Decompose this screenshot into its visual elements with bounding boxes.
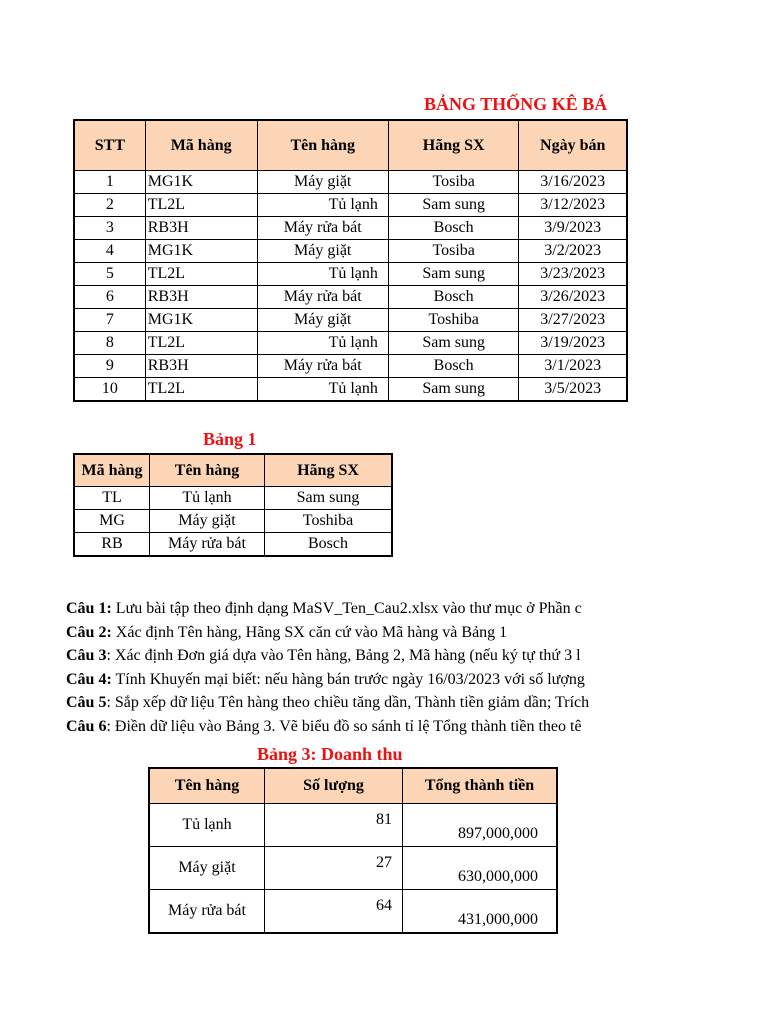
cell-ngay-ban: 3/9/2023 [519,217,627,240]
cell-ngay-ban: 3/27/2023 [519,309,627,332]
bang3-header [149,768,557,804]
table-row [74,378,627,402]
cell-stt: 6 [74,286,145,309]
cell-ngay-ban: 3/5/2023 [519,378,627,402]
bang1-title: Bảng 1 [203,429,257,449]
cell-ngay-ban: 3/26/2023 [519,286,627,309]
cell-so-luong: 81 [265,804,403,847]
bang1-header-hang-sx: Hãng SX [265,454,393,487]
cell-ten-hang: Tủ lạnh [150,487,265,510]
question-text: Xác định Tên hàng, Hãng SX căn cứ vào Mã hàng và Bảng 1 [111,623,508,641]
cell-ten-hang: Tủ lạnh [257,332,388,355]
cell-ten-hang: Máy rửa bát [149,890,265,934]
cell-ma-hang: RB3H [145,355,257,378]
cell-ma-hang: RB3H [145,217,257,240]
cell-ten-hang: Tủ lạnh [149,804,265,847]
cell-hang-sx: Sam sung [265,487,393,510]
cell-stt: 1 [74,171,145,194]
cell-ten-hang: Máy rửa bát [257,355,388,378]
cell-ngay-ban: 3/16/2023 [519,171,627,194]
cell-hang-sx: Bosch [265,533,393,557]
bang1-header [74,454,392,487]
header-ngay-ban: Ngày bán [519,120,627,171]
cell-ma-hang: MG1K [145,309,257,332]
cell-tong-thanh-tien: 897,000,000 [403,804,558,847]
question-line [66,671,585,689]
cell-ngay-ban: 3/12/2023 [519,194,627,217]
cell-ngay-ban: 3/19/2023 [519,332,627,355]
table-row [74,286,627,309]
question-label: Câu 6 [66,717,107,735]
question-label: Câu 5 [66,694,107,711]
cell-ma-hang: MG1K [145,240,257,263]
table-row [74,217,627,240]
bang3-table [148,767,558,934]
cell-ma-hang: MG [74,510,150,533]
sales-table [73,119,628,402]
bang3-header-so-luong: Số lượng [265,768,403,804]
table-row [74,533,392,557]
bang1-header-ten-hang: Tên hàng [150,454,265,487]
page-title: BẢNG THỐNG KÊ BÁ [424,94,608,114]
header-hang-sx: Hãng SX [388,120,519,171]
cell-ma-hang: MG1K [145,171,257,194]
header-ma-hang: Mã hàng [145,120,257,171]
table-row [74,332,627,355]
table-row [74,240,627,263]
table-row [74,263,627,286]
cell-ngay-ban: 3/23/2023 [519,263,627,286]
cell-ma-hang: TL2L [145,194,257,217]
header-ten-hang: Tên hàng [257,120,388,171]
cell-hang-sx: Sam sung [388,378,519,402]
cell-stt: 9 [74,355,145,378]
question-text: : Sắp xếp dữ liệu Tên hàng theo chiều tăng dần, Thành tiền giảm dần; Trích [106,694,590,711]
cell-hang-sx: Tosiba [388,240,519,263]
sales-table-header [74,120,627,171]
question-text: : Điền dữ liệu vào Bảng 3. Vẽ biểu đồ so sánh tỉ lệ Tổng thành tiền theo tê [106,717,582,735]
question-label: Câu 3 [66,647,107,664]
question-text: Tính Khuyến mại biết: nếu hàng bán trước ngày 16/03/2023 với số lượng [111,670,585,688]
cell-hang-sx: Sam sung [388,263,519,286]
cell-so-luong: 27 [265,847,403,890]
cell-ten-hang: Máy giặt [257,240,388,263]
question-text: : Xác định Đơn giá dựa vào Tên hàng, Bảng 2, Mã hàng (nếu ký tự thứ 3 l [106,647,581,664]
table-row [149,804,557,847]
question-line [66,718,582,736]
cell-ma-hang: TL2L [145,263,257,286]
question-line [66,624,507,642]
cell-ten-hang: Máy giặt [257,309,388,332]
bang1-table [73,453,393,557]
cell-hang-sx: Bosch [388,355,519,378]
cell-ten-hang: Tủ lạnh [257,378,388,402]
table-row [74,355,627,378]
table-row [74,171,627,194]
cell-stt: 5 [74,263,145,286]
cell-hang-sx: Sam sung [388,194,519,217]
cell-ten-hang: Máy giặt [149,847,265,890]
question-text: Lưu bài tập theo định dạng MaSV_Ten_Cau2.xlsx vào thư mục ở Phần c [111,600,582,617]
cell-ma-hang: RB [74,533,150,557]
cell-hang-sx: Toshiba [265,510,393,533]
question-line [66,694,589,712]
table-row [74,487,392,510]
cell-ngay-ban: 3/1/2023 [519,355,627,378]
cell-stt: 8 [74,332,145,355]
cell-hang-sx: Tosiba [388,171,519,194]
cell-ten-hang: Máy rửa bát [257,286,388,309]
cell-ten-hang: Máy giặt [257,171,388,194]
cell-stt: 2 [74,194,145,217]
cell-ten-hang: Tủ lạnh [257,194,388,217]
table-row [74,510,392,533]
question-label: Câu 1: [66,600,112,617]
cell-hang-sx: Toshiba [388,309,519,332]
cell-stt: 3 [74,217,145,240]
bang1-header-ma-hang: Mã hàng [74,454,150,487]
cell-stt: 7 [74,309,145,332]
cell-stt: 4 [74,240,145,263]
cell-hang-sx: Bosch [388,217,519,240]
table-row [74,309,627,332]
question-label: Câu 4: [66,670,112,688]
cell-hang-sx: Bosch [388,286,519,309]
cell-ma-hang: TL [74,487,150,510]
table-row [74,194,627,217]
cell-ma-hang: RB3H [145,286,257,309]
cell-tong-thanh-tien: 431,000,000 [403,890,558,934]
cell-ten-hang: Máy giặt [150,510,265,533]
question-line [66,600,582,618]
question-label: Câu 2: [66,623,112,641]
cell-ma-hang: TL2L [145,332,257,355]
table-row [149,890,557,934]
cell-ten-hang: Máy rửa bát [150,533,265,557]
cell-tong-thanh-tien: 630,000,000 [403,847,558,890]
cell-ten-hang: Máy rửa bát [257,217,388,240]
question-line [66,647,581,665]
table-row [149,847,557,890]
header-stt: STT [74,120,145,171]
cell-ma-hang: TL2L [145,378,257,402]
cell-stt: 10 [74,378,145,402]
cell-hang-sx: Sam sung [388,332,519,355]
cell-so-luong: 64 [265,890,403,934]
bang3-header-ten-hang: Tên hàng [149,768,265,804]
bang3-header-tong-thanh-tien: Tổng thành tiền [403,768,558,804]
bang3-title: Bảng 3: Doanh thu [257,744,403,764]
cell-ten-hang: Tủ lạnh [257,263,388,286]
cell-ngay-ban: 3/2/2023 [519,240,627,263]
